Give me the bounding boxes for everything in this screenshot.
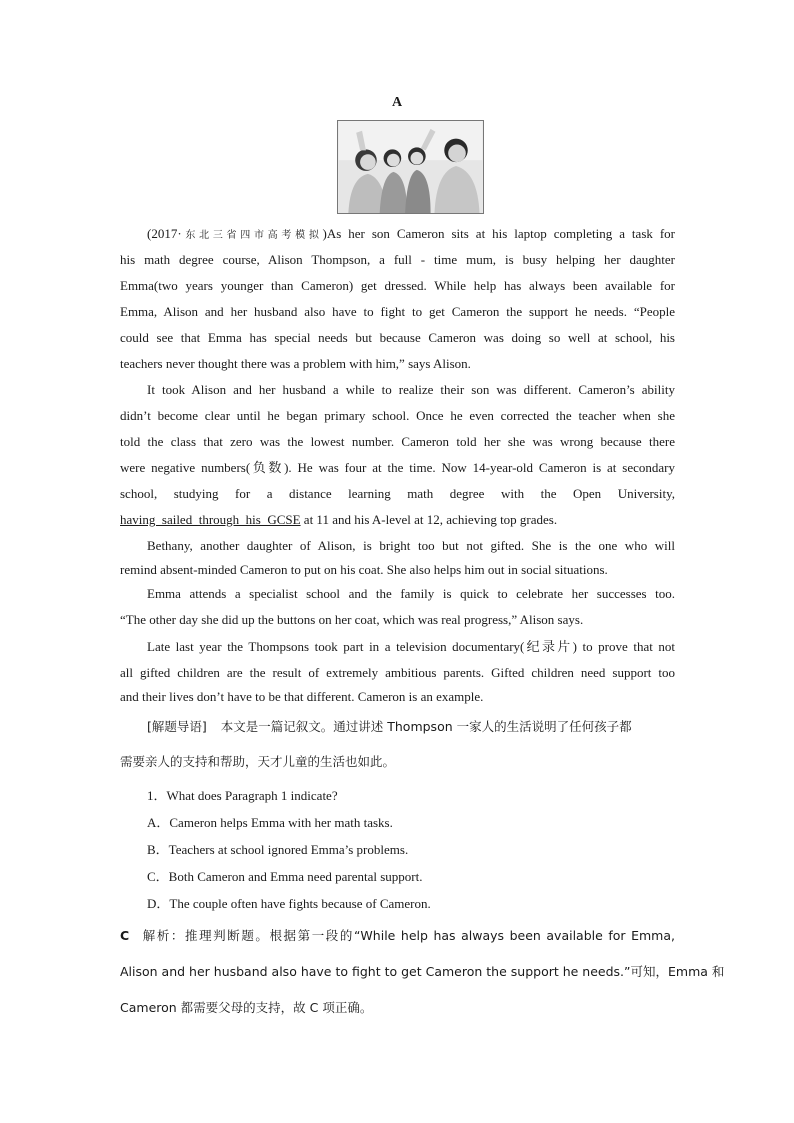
answer-line-3: Cameron 都需要父母的支持，故 C 项正确。: [120, 1000, 373, 1015]
paragraph-2-line-6: [120, 511, 675, 529]
paragraph-2-line-1: It took Alison and her husband a while to realize their son was different. Cameron’s ability: [147, 382, 675, 397]
paragraph-3-line-1: Bethany, another daughter of Alison, is bright too but not gifted. She is the one who will: [147, 538, 675, 553]
paragraph-2-line-4: were negative numbers(负数). He was four at the time. Now 14-year-old Cameron is at secondary: [120, 460, 675, 475]
paragraph-4-line-2: “The other day she did up the buttons on her coat, which was real progress,” Alison says.: [120, 612, 584, 627]
paragraph-1-line-5: could see that Emma has special needs but because Cameron was doing so well at school, his: [120, 330, 675, 345]
family-photo: [337, 120, 484, 214]
paragraph-2-line-3: told the class that zero was the lowest number. Cameron told her she was wrong because there: [120, 434, 675, 449]
guide-line-1: [147, 718, 675, 736]
paragraph-1-text: )As her son Cameron sits at his laptop completing a task for: [322, 226, 675, 241]
underlined-phrase: having sailed through his GCSE: [120, 512, 301, 527]
paragraph-2-line-2: didn’t become clear until he began primary school. Once he even corrected the teacher when she: [120, 408, 675, 423]
paragraph-3-line-2: remind absent-minded Cameron to put on his coat. She also helps him out in social situations.: [120, 562, 608, 577]
paragraph-1-line-6: teachers never thought there was a problem with him,” says Alison.: [120, 356, 471, 371]
paragraph-2-line-6-rest: at 11 and his A-level at 12, achieving top grades.: [300, 512, 558, 527]
guide-label: [解题导语]: [147, 719, 207, 734]
source-year: (2017·: [147, 226, 182, 241]
guide-line-2: 需要亲人的支持和帮助，天才儿童的生活也如此。: [120, 754, 396, 769]
answer-text: 解析：推理判断题。根据第一段的“While help has always been available for Emma,: [141, 928, 675, 943]
source-label: 东北三省四市高考模拟: [181, 230, 323, 241]
paragraph-5-line-2: all gifted children are the result of extremely ambitious parents. Gifted children need support too: [120, 665, 675, 680]
option-d: D．The couple often have fights because of Cameron.: [147, 896, 431, 911]
option-b: B．Teachers at school ignored Emma’s problems.: [147, 842, 409, 857]
paragraph-1-line-3: Emma(two years younger than Cameron) get dressed. While help has always been available for: [120, 278, 675, 293]
paragraph-5-line-1: Late last year the Thompsons took part in a television documentary(纪录片) to prove that not: [147, 639, 675, 654]
paragraph-1-line-2: his math degree course, Alison Thompson, a full - time mum, is busy helping her daughter: [120, 252, 675, 267]
option-c: C．Both Cameron and Emma need parental support.: [147, 869, 423, 884]
answer-line-2: Alison and her husband also have to fight to get Cameron the support he needs.”可知，Emma 和: [120, 964, 725, 979]
answer-line-1: [120, 927, 675, 945]
question-stem: 1．What does Paragraph 1 indicate?: [147, 788, 338, 803]
paragraph-5-line-3: and their lives don’t have to be that different. Cameron is an example.: [120, 689, 484, 704]
paragraph-1-line-1: [147, 225, 675, 243]
passage-title: A: [391, 95, 403, 110]
paragraph-2-line-5: school, studying for a distance learning math degree with the Open University,: [120, 486, 675, 501]
option-a: A．Cameron helps Emma with her math tasks.: [147, 815, 393, 830]
answer-letter: C: [120, 928, 130, 943]
paragraph-4-line-1: Emma attends a specialist school and the family is quick to celebrate her successes too.: [147, 586, 675, 601]
guide-text: 本文是一篇记叙文。通过讲述 Thompson 一家人的生活说明了任何孩子都: [220, 719, 632, 734]
paragraph-1-line-4: Emma, Alison and her husband also have to fight to get Cameron the support he needs. “People: [120, 304, 675, 319]
